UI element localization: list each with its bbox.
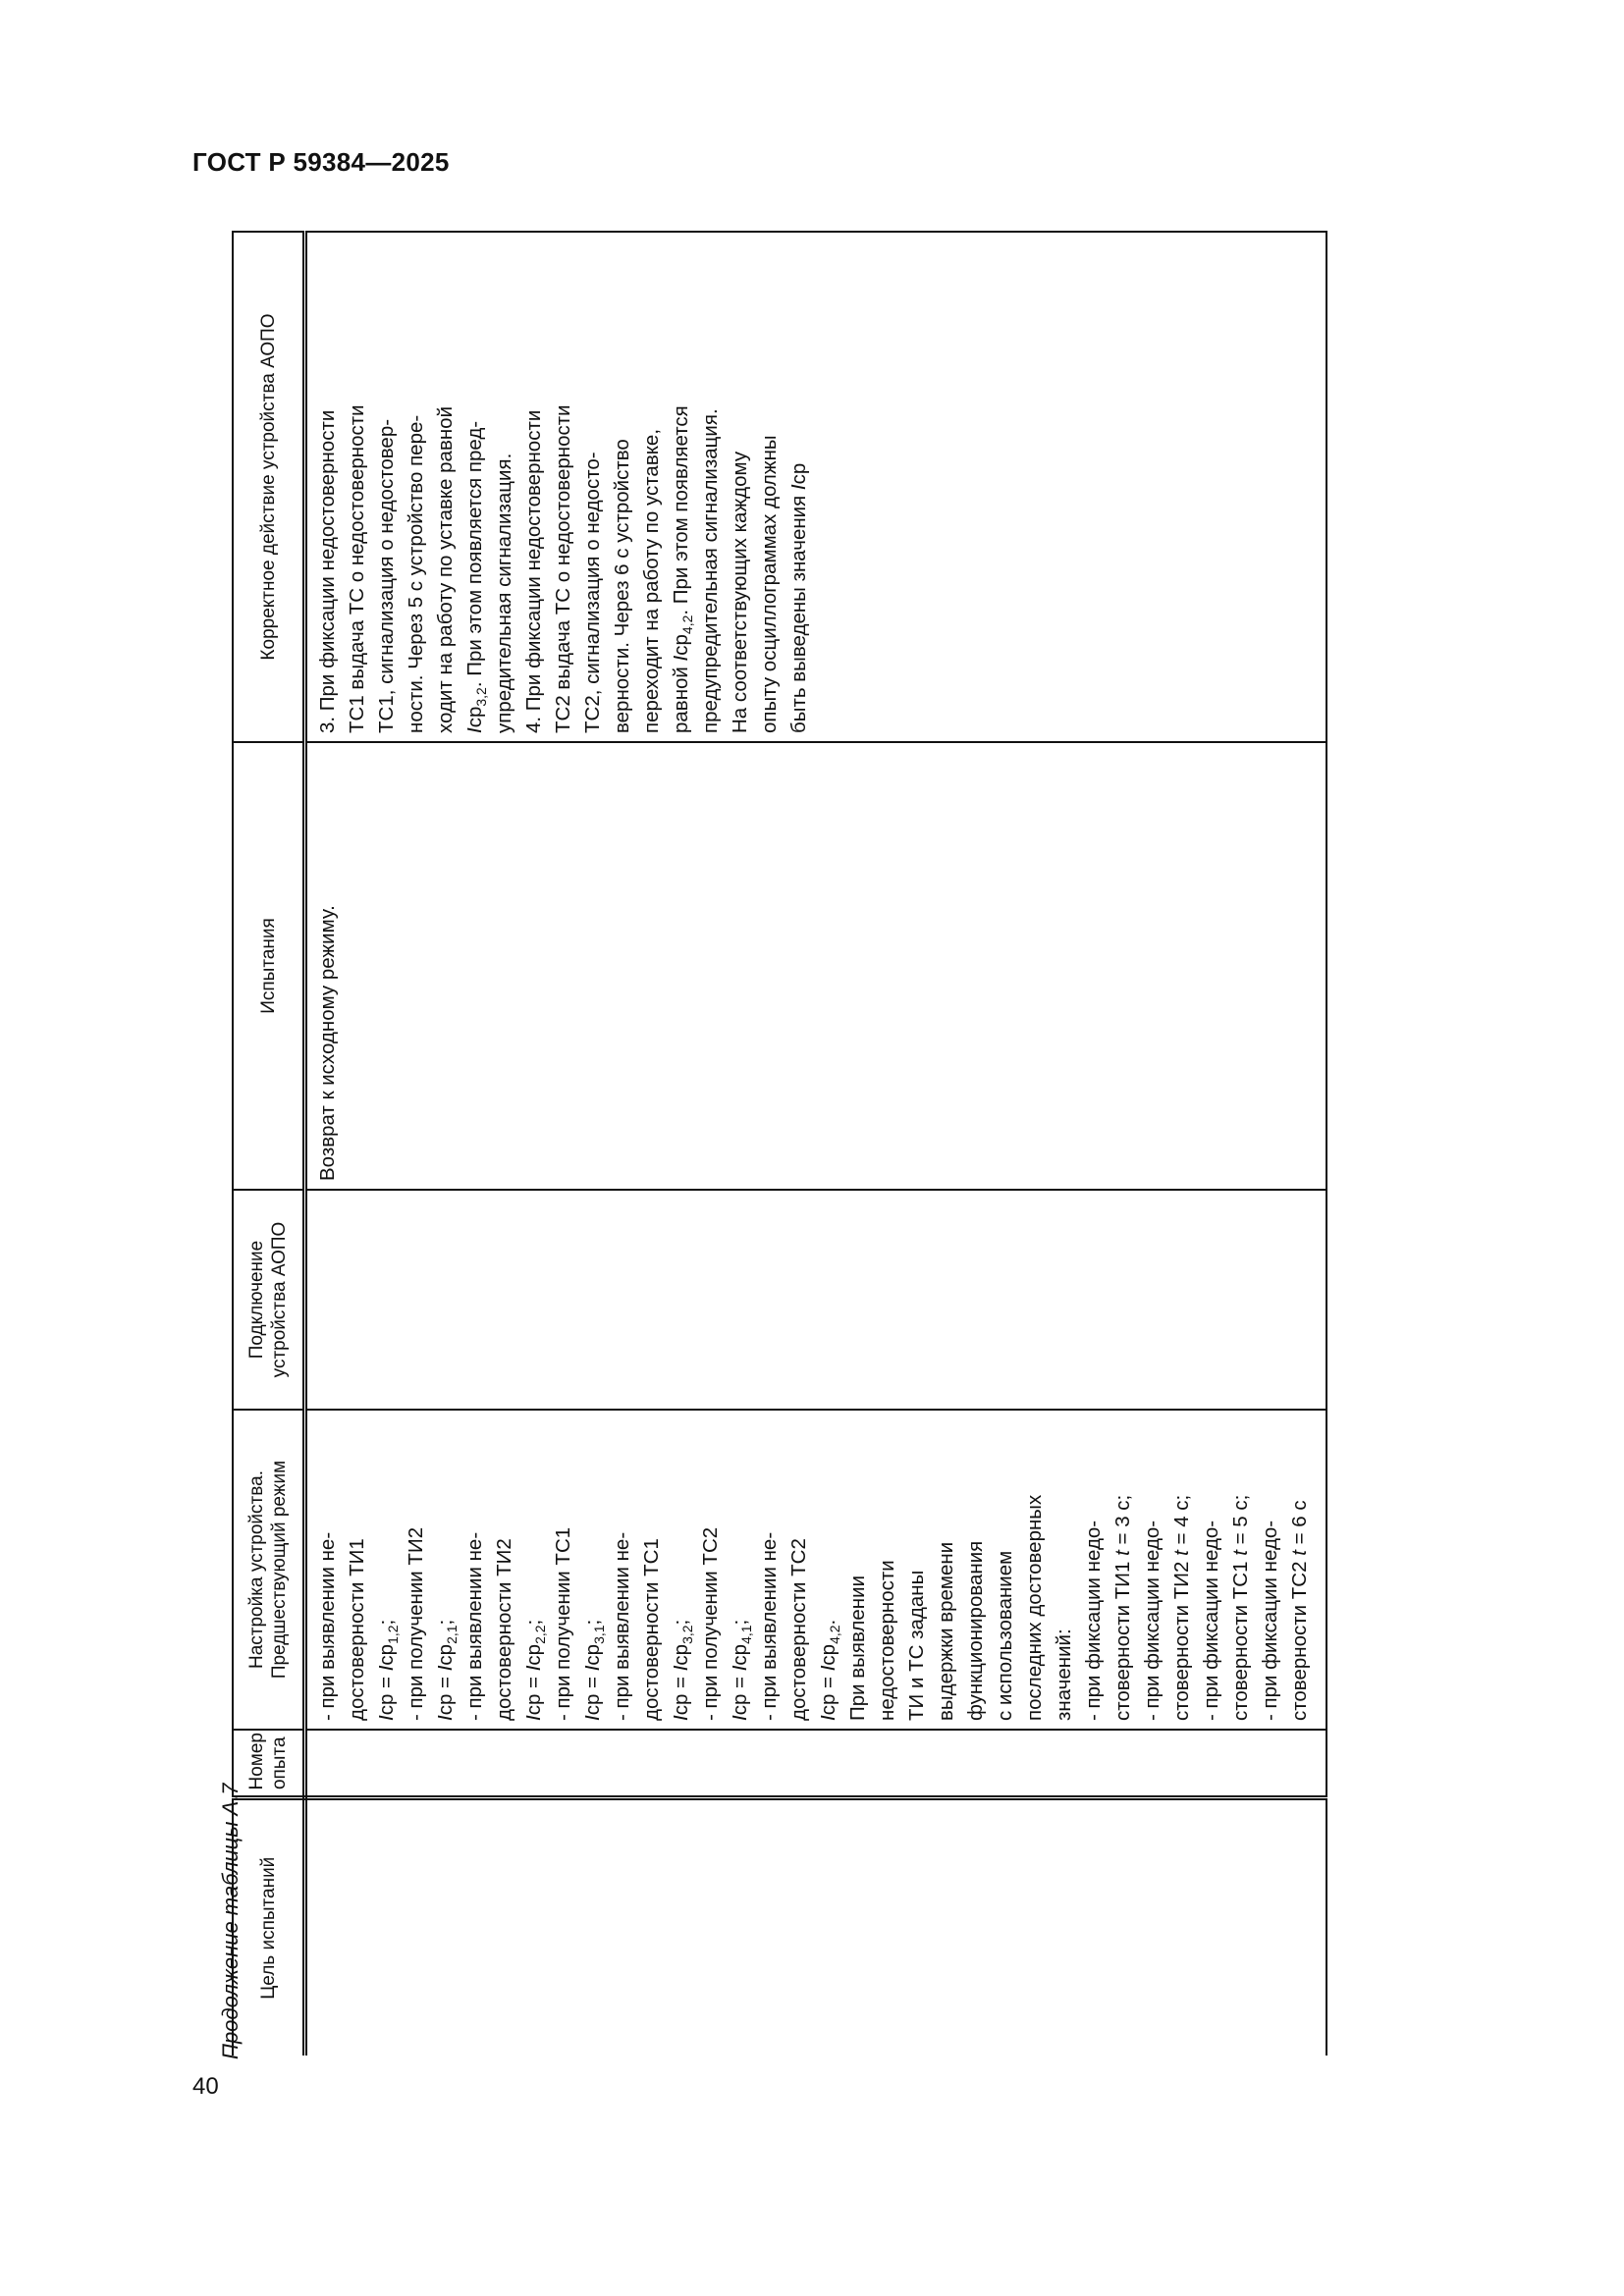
setup-line: стоверности ТС2 t = 6 с (1288, 1500, 1311, 1721)
setup-line: функционирования (964, 1540, 987, 1721)
correct-line: ТС2 выдача ТС о недостоверности (552, 404, 574, 733)
setup-line: - при выявлении не- (611, 1531, 633, 1721)
setup-line: - при фиксации недо- (1082, 1520, 1105, 1721)
cell-test (305, 742, 1327, 1190)
cell-setup (305, 1410, 1327, 1730)
setup-line: значений: (1053, 1629, 1075, 1721)
setup-line: При выявлении (846, 1575, 869, 1721)
correct-line: ности. Через 5 с устройство пере- (405, 414, 427, 733)
setup-line: - при фиксации недо- (1141, 1520, 1164, 1721)
setup-line: - при выявлении не- (463, 1531, 486, 1721)
setup-line: стоверности ТИ2 t = 4 с; (1170, 1494, 1193, 1721)
correct-line: На соответствующих каждому (729, 451, 751, 733)
setup-line: Iср = Iср$_{2,1}$; (434, 1619, 460, 1721)
header-goal: Цель испытаний (233, 1798, 305, 2056)
setup-line: Iср = Iср$_{4,2}$. (817, 1619, 843, 1721)
table-caption: Продолжение таблицы А.7 (218, 1783, 243, 2059)
setup-line: достоверности ТС1 (640, 1538, 663, 1721)
setup-line: - при фиксации недо- (1200, 1520, 1222, 1721)
correct-line: ТС2, сигнализация о недосто- (581, 452, 604, 733)
correct-line: переходит на работу по уставке, (640, 428, 663, 733)
cell-number (305, 1730, 1327, 1798)
correct-line: упредительная сигнализация. (493, 453, 515, 733)
setup-line: Iср = Iср$_{4,1}$; (729, 1619, 755, 1721)
cell-connection (305, 1190, 1327, 1410)
setup-line: Iср = Iср$_{1,2}$; (375, 1619, 402, 1721)
setup-line: Iср = Iср$_{3,2}$; (670, 1619, 696, 1721)
rotated-table (232, 232, 1327, 2056)
correct-line: ходит на работу по уставке равной (434, 405, 457, 733)
header-connection: Подключение устройства АОПО (233, 1190, 305, 1410)
header-test: Испытания (233, 742, 305, 1190)
correct-line: Iср$_{3,2}$. При этом появляется пред- (463, 420, 490, 733)
setup-line: - при фиксации недо- (1259, 1520, 1281, 1721)
correct-line: ТС1, сигнализация о недостовер- (375, 418, 398, 733)
test-table (232, 231, 1327, 2056)
cell-goal (305, 1798, 1327, 2056)
header-correct: Корректное действие устройства АОПО (233, 232, 305, 742)
setup-line: выдержки времени (935, 1541, 957, 1721)
setup-line: с использованием (994, 1550, 1016, 1721)
correct-line: верности. Через 6 с устройство (611, 439, 633, 733)
correct-line: 3. При фиксации недостоверности (316, 409, 339, 733)
setup-line: - при получении ТС1 (552, 1526, 574, 1721)
table-container (232, 232, 1327, 2056)
setup-line: Iср = Iср$_{3,1}$; (581, 1619, 608, 1721)
correct-line: 4. При фиксации недостоверности (522, 409, 545, 733)
header-number: Номер опыта (233, 1730, 305, 1798)
setup-line: - при получении ТС2 (699, 1526, 722, 1721)
table-row (305, 232, 1327, 2056)
setup-line: последних достоверных (1023, 1494, 1046, 1721)
setup-line: - при выявлении не- (758, 1531, 781, 1721)
correct-line: быть выведены значения Iср (787, 462, 810, 733)
correct-line: равной Iср$_{4,2}$. При этом появляется (670, 405, 696, 733)
cell-correct (305, 232, 1327, 742)
setup-line: стоверности ТС1 t = 5 с; (1229, 1494, 1252, 1721)
setup-line: достоверности ТИ2 (493, 1538, 515, 1721)
setup-line: достоверности ТС2 (787, 1538, 810, 1721)
test-text: Возврат к исходному режиму. (316, 905, 339, 1181)
table-header-row (233, 232, 305, 2056)
setup-line: достоверности ТИ1 (346, 1538, 368, 1721)
page-number: 40 (192, 2073, 219, 2100)
correct-line: ТС1 выдача ТС о недостоверности (346, 404, 368, 733)
setup-line: - при получении ТИ2 (405, 1526, 427, 1721)
correct-line: опыту осциллограммах должны (758, 435, 781, 733)
setup-line: Iср = Iср$_{2,2}$; (522, 1619, 549, 1721)
correct-line: предупредительная сигнализация. (699, 408, 722, 733)
setup-line: - при выявлении не- (316, 1531, 339, 1721)
setup-line: ТИ и ТС заданы (905, 1570, 928, 1721)
header-setup: Настройка устройства. Предшествующий режим (233, 1410, 305, 1730)
document-header: ГОСТ Р 59384—2025 (192, 147, 450, 177)
setup-line: недостоверности (876, 1560, 898, 1721)
setup-line: стоверности ТИ1 t = 3 с; (1111, 1494, 1134, 1721)
